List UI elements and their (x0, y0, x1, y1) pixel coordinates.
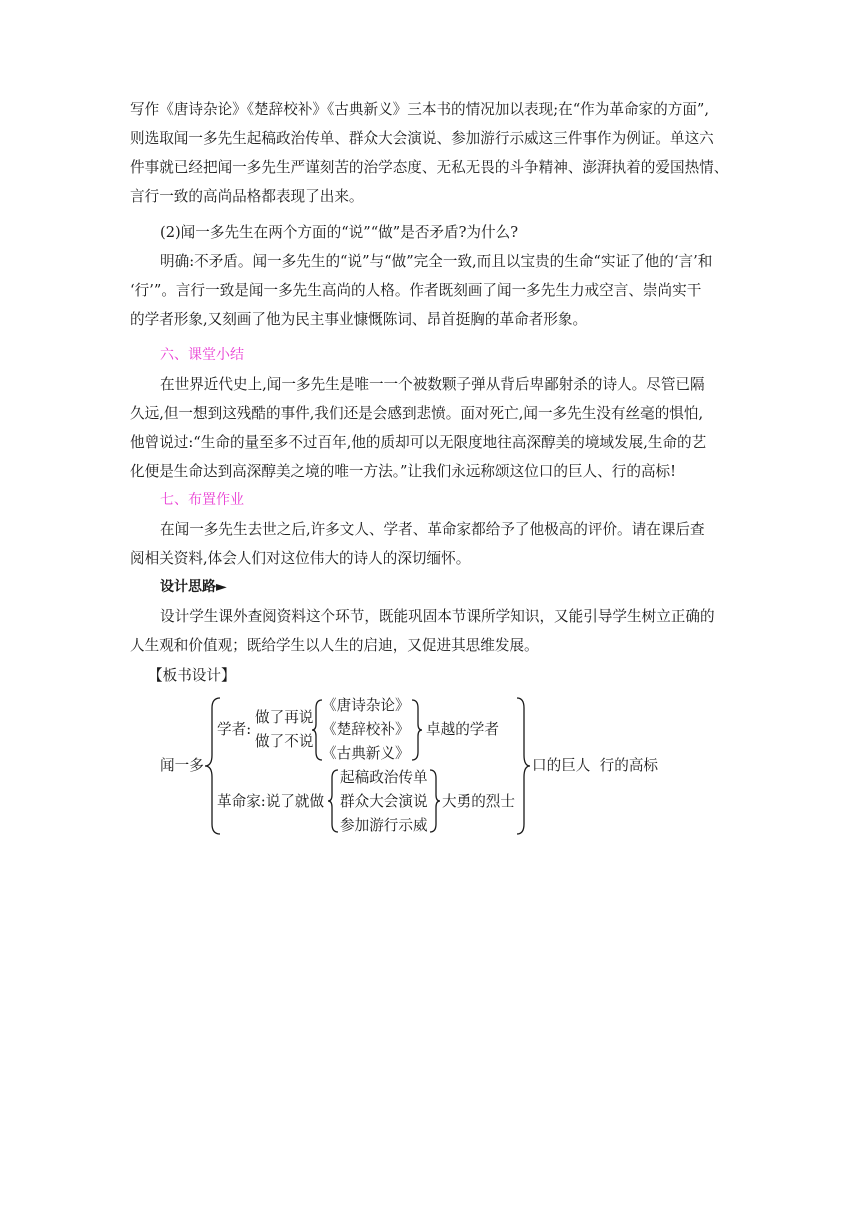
question-2: (2)闻一多先生在两个方面的“说”“做”是否矛盾?为什么? (160, 224, 519, 241)
section-heading-homework: 七、布置作业 (160, 492, 244, 508)
summary-line: 化便是生命达到高深醇美之境的唯一方法。”让我们永远称颂这位口的巨人、行的高标! (130, 463, 676, 480)
conclusion-brace (517, 698, 530, 834)
books-brace (412, 700, 422, 760)
board-heading: 【板书设计】 (148, 667, 236, 684)
design-heading: 设计思路► (160, 579, 227, 595)
homework-line: 阅相关资料,体会人们对这位伟大的诗人的深切缅怀。 (130, 550, 471, 567)
intro-line: 则选取闻一多先生起稿政治传单、群众大会演说、参加游行示威这三件事作为例证。单这六 (130, 130, 714, 147)
scholar-brace (312, 700, 322, 760)
events-right-brace (430, 770, 440, 832)
design-line: 设计学生课外查阅资料这个环节，既能巩固本节课所学知识，又能引导学生树立正确的 (160, 608, 715, 625)
revolutionary-result: 大勇的烈士 (442, 793, 515, 810)
scholar-result: 卓越的学者 (426, 721, 499, 738)
book-item: 《楚辞校补》 (322, 721, 410, 738)
board-root: 闻一多 (160, 757, 204, 774)
board-conclusion: 口的巨人 行的高标 (532, 757, 659, 774)
design-line: 人生观和价值观；既给学生以人生的启迪，又促进其思维发展。 (130, 637, 539, 654)
scholar-label: 学者: (217, 721, 252, 738)
event-item: 参加游行示威 (340, 817, 428, 834)
summary-line: 他曾说过:“生命的量至多不过百年,他的质却可以无限度地往高深醇美的境域发展,生命的艺 (130, 434, 707, 451)
section-heading-summary: 六、课堂小结 (160, 347, 244, 363)
root-brace (205, 698, 220, 834)
homework-line: 在闻一多先生去世之后,许多文人、学者、革命家都给予了他极高的评价。请在课后查 (160, 521, 705, 538)
answer-line: 明确:不矛盾。闻一多先生的“说”与“做”完全一致,而且以宝贵的生命“实证了他的‘言’和 (160, 253, 713, 270)
scholar-do-1: 做了再说 (255, 709, 314, 726)
revolutionary-label: 革命家:说了就做 (217, 793, 325, 810)
intro-line: 言行一致的高尚品格都表现了出来。 (130, 188, 364, 205)
answer-line: ‘行’”。言行一致是闻一多先生高尚的人格。作者既刻画了闻一多先生力戒空言、崇尚实干 (130, 282, 702, 299)
intro-line: 件事就已经把闻一多先生严谨刻苦的治学态度、无私无畏的斗争精神、澎湃执着的爱国热情、 (130, 159, 729, 176)
intro-line: 写作《唐诗杂论》《楚辞校补》《古典新义》三本书的情况加以表现;在“作为革命家的方面”, (130, 101, 710, 118)
event-item: 起稿政治传单 (340, 769, 428, 786)
events-left-brace (328, 770, 338, 832)
summary-line: 在世界近代史上,闻一多先生是唯一一个被数颗子弹从背后卑鄙射杀的诗人。尽管已隔 (160, 376, 705, 393)
scholar-do-2: 做了不说 (255, 733, 314, 750)
answer-line: 的学者形象,又刻画了他为民主事业慷慨陈词、昂首挺胸的革命者形象。 (130, 311, 588, 328)
summary-line: 久远,但一想到这残酷的事件,我们还是会感到悲愤。面对死亡,闻一多先生没有丝毫的惧怕, (130, 405, 704, 422)
book-item: 《唐诗杂论》 (322, 697, 410, 714)
event-item: 群众大会演说 (340, 793, 428, 810)
book-item: 《古典新义》 (322, 745, 410, 762)
